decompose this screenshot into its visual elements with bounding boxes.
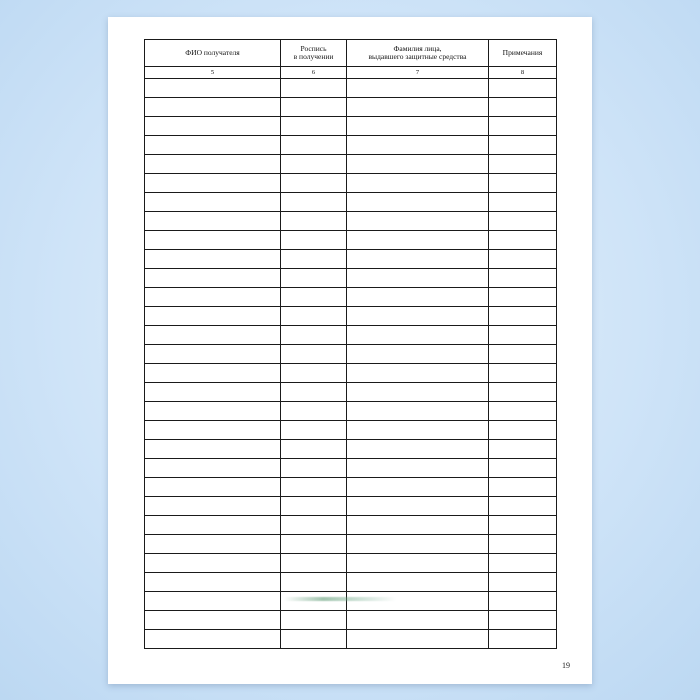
table-row <box>145 326 557 345</box>
table-row <box>145 516 557 535</box>
table-cell[interactable] <box>145 630 281 649</box>
table-cell[interactable] <box>489 402 557 421</box>
table-cell[interactable] <box>281 402 347 421</box>
table-row <box>145 497 557 516</box>
table-row <box>145 250 557 269</box>
table-cell[interactable] <box>145 364 281 383</box>
table-cell[interactable] <box>347 155 489 174</box>
table-cell[interactable] <box>347 478 489 497</box>
table-cell[interactable] <box>145 269 281 288</box>
table-cell[interactable] <box>347 535 489 554</box>
table-cell[interactable] <box>145 554 281 573</box>
table-cell[interactable] <box>489 79 557 98</box>
table-cell[interactable] <box>145 326 281 345</box>
table-cell[interactable] <box>347 193 489 212</box>
table-cell[interactable] <box>489 383 557 402</box>
table-cell[interactable] <box>489 136 557 155</box>
table-cell[interactable] <box>489 364 557 383</box>
table-cell[interactable] <box>281 497 347 516</box>
table-cell[interactable] <box>281 79 347 98</box>
table-cell[interactable] <box>489 516 557 535</box>
table-cell[interactable] <box>281 440 347 459</box>
table-cell[interactable] <box>281 155 347 174</box>
table-row <box>145 212 557 231</box>
table-cell[interactable] <box>145 459 281 478</box>
table-cell[interactable] <box>347 307 489 326</box>
table-cell[interactable] <box>145 117 281 136</box>
table-cell[interactable] <box>281 117 347 136</box>
table-cell[interactable] <box>347 269 489 288</box>
table-row <box>145 193 557 212</box>
column-number-6: 6 <box>281 67 347 79</box>
table-cell[interactable] <box>281 383 347 402</box>
table-cell[interactable] <box>145 79 281 98</box>
table-row <box>145 573 557 592</box>
table-cell[interactable] <box>281 136 347 155</box>
table-header-row <box>145 40 557 67</box>
table-row <box>145 592 557 611</box>
table-cell[interactable] <box>145 592 281 611</box>
table-cell[interactable] <box>347 459 489 478</box>
table-cell[interactable] <box>281 345 347 364</box>
column-header-recipient-name <box>145 40 281 67</box>
table-cell[interactable] <box>489 592 557 611</box>
table-row <box>145 383 557 402</box>
table-cell[interactable] <box>489 459 557 478</box>
table-row <box>145 174 557 193</box>
table-cell[interactable] <box>281 592 347 611</box>
table-cell[interactable] <box>347 250 489 269</box>
table-row <box>145 535 557 554</box>
table-cell[interactable] <box>145 174 281 193</box>
table-cell[interactable] <box>347 497 489 516</box>
table-row <box>145 288 557 307</box>
table-cell[interactable] <box>281 231 347 250</box>
document-page <box>108 17 592 684</box>
column-header-signature-line-2: в получении <box>293 52 334 61</box>
table-cell[interactable] <box>489 307 557 326</box>
table-cell[interactable] <box>347 98 489 117</box>
table-cell[interactable] <box>145 307 281 326</box>
table-cell[interactable] <box>489 231 557 250</box>
table-cell[interactable] <box>347 611 489 630</box>
table-cell[interactable] <box>281 326 347 345</box>
table-cell[interactable] <box>489 440 557 459</box>
table-cell[interactable] <box>347 440 489 459</box>
table-cell[interactable] <box>145 193 281 212</box>
table-cell[interactable] <box>281 269 347 288</box>
table-cell[interactable] <box>145 440 281 459</box>
table-cell[interactable] <box>281 478 347 497</box>
table-cell[interactable] <box>281 307 347 326</box>
table-cell[interactable] <box>145 231 281 250</box>
table-cell[interactable] <box>347 516 489 535</box>
table-cell[interactable] <box>145 136 281 155</box>
table-row <box>145 440 557 459</box>
table-cell[interactable] <box>145 573 281 592</box>
column-header-signature-line-1: Роспись <box>300 43 327 53</box>
table-cell[interactable] <box>489 193 557 212</box>
table-cell[interactable] <box>281 573 347 592</box>
table-row <box>145 421 557 440</box>
table-cell[interactable] <box>489 478 557 497</box>
table-cell[interactable] <box>489 326 557 345</box>
table-row <box>145 307 557 326</box>
table-cell[interactable] <box>281 516 347 535</box>
table-cell[interactable] <box>347 345 489 364</box>
table-row <box>145 98 557 117</box>
form-sheet <box>144 39 556 659</box>
table-cell[interactable] <box>347 630 489 649</box>
table-cell[interactable] <box>281 459 347 478</box>
table-row <box>145 155 557 174</box>
table-cell[interactable] <box>145 611 281 630</box>
table-body <box>145 79 557 649</box>
table-row <box>145 402 557 421</box>
table-cell[interactable] <box>489 117 557 136</box>
table-cell[interactable] <box>347 554 489 573</box>
column-header-issuer-name-line-2: выдавшего защитные средства <box>368 52 467 61</box>
table-cell[interactable] <box>281 193 347 212</box>
table-cell[interactable] <box>489 497 557 516</box>
page-number: 19 <box>562 661 570 670</box>
table-cell[interactable] <box>347 364 489 383</box>
table-row <box>145 269 557 288</box>
table-cell[interactable] <box>489 174 557 193</box>
table-cell[interactable] <box>347 231 489 250</box>
table-cell[interactable] <box>145 421 281 440</box>
table-cell[interactable] <box>281 364 347 383</box>
table-cell[interactable] <box>489 288 557 307</box>
table-cell[interactable] <box>145 250 281 269</box>
table-cell[interactable] <box>347 174 489 193</box>
table-cell[interactable] <box>145 288 281 307</box>
table-row <box>145 79 557 98</box>
column-number-8: 8 <box>489 67 557 79</box>
column-header-recipient-name-line-1: ФИО получателя <box>185 47 240 57</box>
table-cell[interactable] <box>145 212 281 231</box>
table-row <box>145 630 557 649</box>
table-header <box>145 40 557 79</box>
table-cell[interactable] <box>489 421 557 440</box>
table-cell[interactable] <box>489 269 557 288</box>
table-cell[interactable] <box>489 212 557 231</box>
table-cell[interactable] <box>145 478 281 497</box>
table-cell[interactable] <box>281 98 347 117</box>
table-row <box>145 364 557 383</box>
table-cell[interactable] <box>347 136 489 155</box>
column-header-notes-line-1: Примечания <box>502 47 543 57</box>
faint-ink-smudge <box>284 597 396 601</box>
table-cell[interactable] <box>281 554 347 573</box>
column-header-signature <box>281 40 347 67</box>
table-cell[interactable] <box>145 497 281 516</box>
table-cell[interactable] <box>489 630 557 649</box>
table-column-number-row <box>145 67 557 79</box>
table-cell[interactable] <box>489 554 557 573</box>
table-cell[interactable] <box>145 345 281 364</box>
table-cell[interactable] <box>145 98 281 117</box>
table-cell[interactable] <box>347 79 489 98</box>
table-cell[interactable] <box>489 573 557 592</box>
column-number-5: 5 <box>145 67 281 79</box>
table-cell[interactable] <box>489 345 557 364</box>
table-cell[interactable] <box>281 611 347 630</box>
table-cell[interactable] <box>281 212 347 231</box>
table-cell[interactable] <box>281 630 347 649</box>
table-cell[interactable] <box>489 98 557 117</box>
table-row <box>145 117 557 136</box>
column-header-issuer-name <box>347 40 489 67</box>
table-cell[interactable] <box>281 250 347 269</box>
table-cell[interactable] <box>281 288 347 307</box>
table-row <box>145 554 557 573</box>
table-cell[interactable] <box>347 383 489 402</box>
table-cell[interactable] <box>281 535 347 554</box>
table-cell[interactable] <box>347 326 489 345</box>
column-number-7: 7 <box>347 67 489 79</box>
table-cell[interactable] <box>489 611 557 630</box>
table-row <box>145 611 557 630</box>
column-header-issuer-name-line-1: Фамилия лица, <box>393 43 442 53</box>
receipt-table <box>144 39 557 649</box>
table-cell[interactable] <box>145 402 281 421</box>
table-cell[interactable] <box>347 573 489 592</box>
table-cell[interactable] <box>145 155 281 174</box>
table-cell[interactable] <box>347 421 489 440</box>
table-cell[interactable] <box>281 421 347 440</box>
table-cell[interactable] <box>347 212 489 231</box>
table-row <box>145 136 557 155</box>
table-cell[interactable] <box>489 250 557 269</box>
table-cell[interactable] <box>489 155 557 174</box>
table-cell[interactable] <box>145 516 281 535</box>
table-cell[interactable] <box>347 117 489 136</box>
table-row <box>145 459 557 478</box>
table-cell[interactable] <box>145 535 281 554</box>
table-cell[interactable] <box>347 592 489 611</box>
table-cell[interactable] <box>347 402 489 421</box>
table-cell[interactable] <box>281 174 347 193</box>
table-row <box>145 345 557 364</box>
column-header-notes <box>489 40 557 67</box>
table-row <box>145 478 557 497</box>
table-cell[interactable] <box>145 383 281 402</box>
table-cell[interactable] <box>489 535 557 554</box>
table-row <box>145 231 557 250</box>
table-cell[interactable] <box>347 288 489 307</box>
